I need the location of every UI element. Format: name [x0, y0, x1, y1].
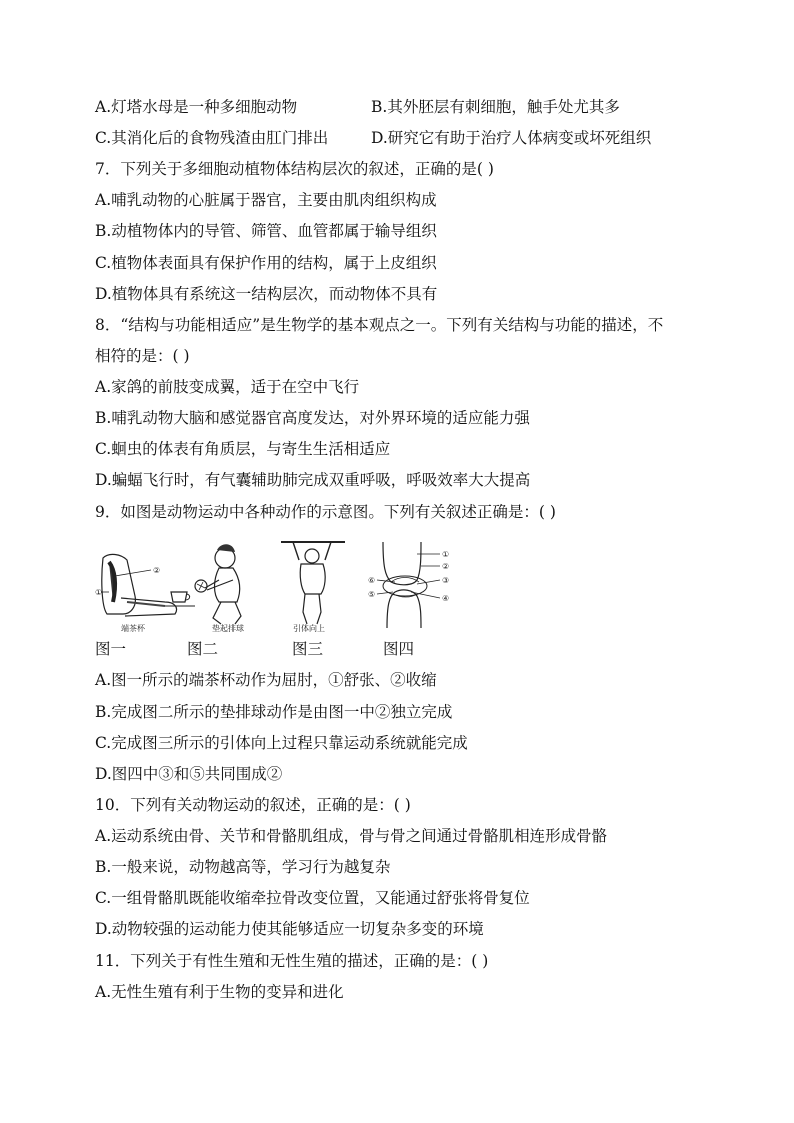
figure-caption-2: 图二 [187, 640, 219, 658]
q8-option-a[interactable]: A.家鸽的前肢变成翼，适于在空中飞行 [95, 378, 360, 396]
figure2-volleyball-illustration [195, 544, 244, 633]
figure-caption-3: 图三 [292, 640, 324, 658]
q9-option-c[interactable]: C.完成图三所示的引体向上过程只靠运动系统就能完成 [95, 734, 468, 752]
figure-caption-1: 图一 [95, 640, 127, 658]
q10-stem: 10．下列有关动物运动的叙述，正确的是：( ) [95, 796, 411, 814]
figure4-mark-2: ② [442, 562, 450, 571]
q11-stem: 11．下列关于有性生殖和无性生殖的描述，正确的是：( ) [95, 952, 489, 970]
figure2-label: 垫起排球 [212, 624, 244, 633]
figure4-mark-1: ① [442, 550, 450, 559]
q8-option-c[interactable]: C.蛔虫的体表有角质层，与寄生生活相适应 [95, 440, 391, 458]
q6-option-b[interactable]: B.其外胚层有刺细胞，触手处尤其多 [371, 98, 620, 116]
q9-option-d[interactable]: D.图四中③和⑤共同围成② [95, 765, 283, 783]
q10-option-d[interactable]: D.动物较强的运动能力使其能够适应一切复杂多变的环境 [95, 920, 484, 938]
q9-option-b[interactable]: B.完成图二所示的垫排球动作是由图一中②独立完成 [95, 703, 453, 721]
figure4-mark-6: ⑥ [368, 576, 376, 585]
q8-stem-line2: 相符的是：( ) [95, 347, 190, 365]
q11-option-a[interactable]: A.无性生殖有利于生物的变异和进化 [95, 983, 344, 1001]
q10-option-a[interactable]: A.运动系统由骨、关节和骨骼肌组成，骨与骨之间通过骨骼肌相连形成骨骼 [95, 827, 608, 845]
figure3-label: 引体向上 [293, 624, 325, 633]
figure4-mark-5: ⑤ [368, 590, 376, 599]
figure1-label: 端茶杯 [121, 624, 145, 633]
q7-stem: 7．下列关于多细胞动植物体结构层次的叙述，正确的是( ) [95, 160, 494, 178]
figure4-mark-4: ④ [442, 594, 450, 603]
q8-option-d[interactable]: D.蝙蝠飞行时，有气囊辅助肺完成双重呼吸，呼吸效率大大提高 [95, 471, 531, 489]
q7-option-b[interactable]: B.动植物体内的导管、筛管、血管都属于输导组织 [95, 222, 437, 240]
q7-option-a[interactable]: A.哺乳动物的心脏属于器官，主要由肌肉组织构成 [95, 191, 437, 209]
figure4-mark-3: ③ [442, 576, 450, 585]
figure1-arm-illustration [95, 554, 195, 633]
q10-option-b[interactable]: B.一般来说，动物越高等，学习行为越复杂 [95, 858, 391, 876]
q9-figure [95, 536, 465, 634]
q6-option-d[interactable]: D.研究它有助于治疗人体病变或坏死组织 [371, 129, 652, 147]
figure1-mark-2: ② [153, 566, 161, 575]
q6-option-c[interactable]: C.其消化后的食物残渣由肛门排出 [95, 129, 329, 147]
q8-option-b[interactable]: B.哺乳动物大脑和感觉器官高度发达，对外界环境的适应能力强 [95, 409, 530, 427]
q6-option-a[interactable]: A.灯塔水母是一种多细胞动物 [95, 98, 298, 116]
q9-option-a[interactable]: A.图一所示的端茶杯动作为屈肘，①舒张、②收缩 [95, 671, 437, 689]
q8-stem-line1: 8．“结构与功能相适应”是生物学的基本观点之一。下列有关结构与功能的描述，不 [95, 316, 664, 334]
q7-option-c[interactable]: C.植物体表面具有保护作用的结构，属于上皮组织 [95, 254, 437, 272]
q10-option-c[interactable]: C.一组骨骼肌既能收缩牵拉骨改变位置，又能通过舒张将骨复位 [95, 889, 530, 907]
figure-caption-4: 图四 [383, 640, 415, 658]
figure1-mark-1: ① [95, 588, 103, 597]
q9-stem: 9．如图是动物运动中各种动作的示意图。下列有关叙述正确是：( ) [95, 503, 556, 521]
q7-option-d[interactable]: D.植物体具有系统这一结构层次，而动物体不具有 [95, 285, 438, 303]
